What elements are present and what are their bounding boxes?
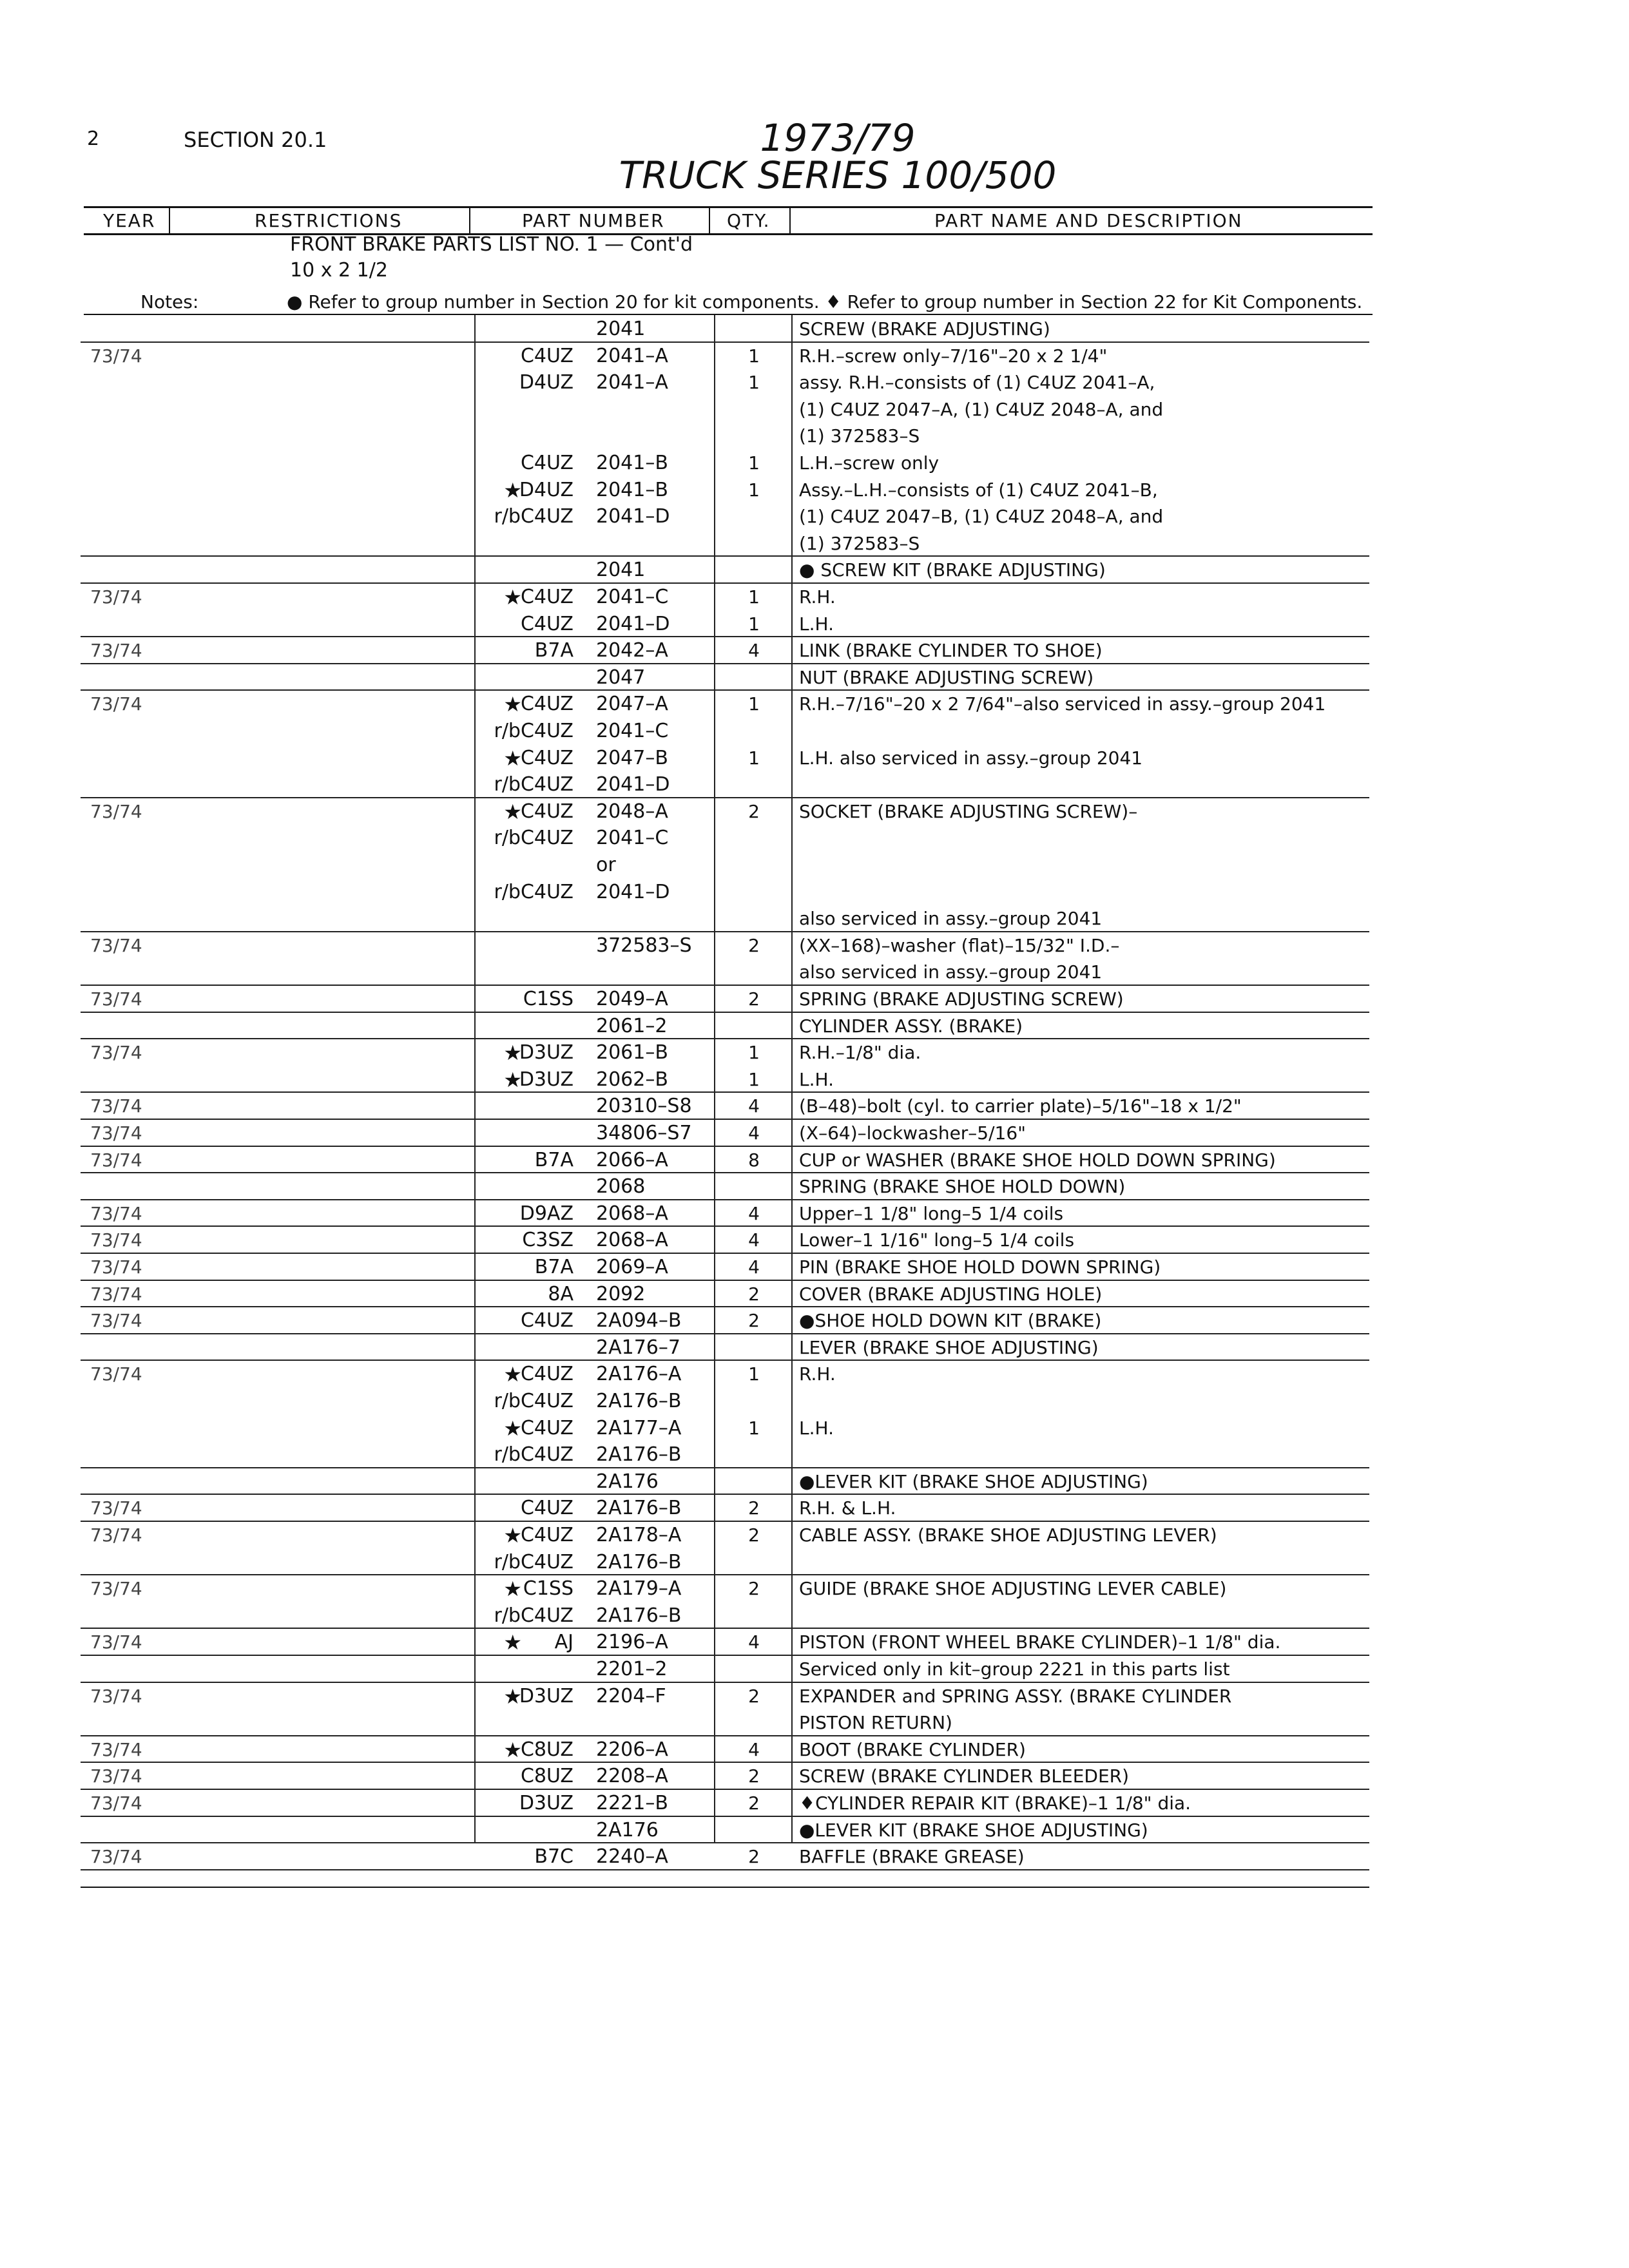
description-cell: L.H. bbox=[799, 1068, 834, 1090]
description-cell: L.H. also serviced in assy.–group 2041 bbox=[799, 747, 1143, 769]
part-base-cell: 2A176–B bbox=[596, 1604, 682, 1627]
description-cell: SPRING (BRAKE SHOE HOLD DOWN) bbox=[799, 1176, 1126, 1198]
qty-cell: 8 bbox=[748, 1149, 760, 1171]
part-prefix-cell: C1SS bbox=[523, 1577, 574, 1600]
qty-cell: 4 bbox=[748, 1738, 760, 1760]
description-cell: Assy.–L.H.–consists of (1) C4UZ 2041–B, bbox=[799, 479, 1158, 501]
qty-cell: 1 bbox=[748, 479, 760, 501]
part-base-cell: 2066–A bbox=[596, 1148, 668, 1171]
description-cell: ●LEVER KIT (BRAKE SHOE ADJUSTING) bbox=[799, 1470, 1148, 1492]
column-rule-part bbox=[474, 315, 476, 1842]
part-base-cell: 2221–B bbox=[596, 1792, 668, 1814]
table-row bbox=[0, 718, 1629, 745]
part-prefix-cell: 8A bbox=[548, 1282, 574, 1305]
description-cell: (B–48)–bolt (cyl. to carrier plate)–5/16"–18 x 1/2" bbox=[799, 1095, 1242, 1117]
year-cell: 73/74 bbox=[90, 1524, 142, 1546]
part-prefix-cell: r/bC4UZ bbox=[494, 880, 574, 903]
table-row bbox=[0, 316, 1629, 343]
description-cell: R.H.–screw only–7/16"–20 x 2 1/4" bbox=[799, 345, 1108, 367]
description-cell: assy. R.H.–consists of (1) C4UZ 2041–A, bbox=[799, 372, 1155, 394]
header-divider bbox=[709, 207, 710, 233]
part-base-cell: 2041–B bbox=[596, 452, 668, 474]
star-marker: ★ bbox=[503, 1416, 522, 1441]
description-cell: SOCKET (BRAKE ADJUSTING SCREW)– bbox=[799, 800, 1138, 822]
table-row bbox=[0, 450, 1629, 477]
description-cell: R.H. & L.H. bbox=[799, 1497, 896, 1519]
qty-cell: 2 bbox=[748, 1765, 760, 1787]
table-row bbox=[0, 369, 1629, 396]
part-base-cell: 2041–C bbox=[596, 827, 669, 850]
part-base-cell: 2A176–B bbox=[596, 1497, 682, 1520]
year-cell: 73/74 bbox=[90, 1497, 142, 1519]
table-row bbox=[0, 1763, 1629, 1790]
part-base-cell: 2041–C bbox=[596, 586, 669, 608]
star-marker: ★ bbox=[503, 745, 522, 771]
star-marker: ★ bbox=[503, 1067, 522, 1092]
part-base-cell: 2206–A bbox=[596, 1738, 668, 1761]
year-cell: 73/74 bbox=[90, 800, 142, 822]
part-prefix-cell: C8UZ bbox=[520, 1765, 574, 1788]
part-prefix-cell: B7A bbox=[534, 639, 574, 662]
star-marker: ★ bbox=[503, 1577, 522, 1602]
part-base-cell: 2A176 bbox=[596, 1818, 659, 1841]
section-label: SECTION 20.1 bbox=[184, 128, 327, 152]
table-row bbox=[0, 1843, 1629, 1870]
star-marker: ★ bbox=[503, 1737, 522, 1762]
description-cell: R.H.–1/8" dia. bbox=[799, 1042, 921, 1064]
title-series: TRUCK SERIES 100/500 bbox=[619, 153, 1057, 197]
qty-cell: 1 bbox=[748, 693, 760, 715]
year-cell: 73/74 bbox=[90, 693, 142, 715]
year-cell: 73/74 bbox=[90, 345, 142, 367]
table-row bbox=[0, 1039, 1629, 1066]
star-marker: ★ bbox=[503, 1362, 522, 1387]
row-rule bbox=[81, 1869, 1369, 1870]
table-row bbox=[0, 503, 1629, 530]
table-row bbox=[0, 1281, 1629, 1308]
header-qty: QTY. bbox=[727, 210, 771, 231]
description-cell: L.H. bbox=[799, 613, 834, 635]
table-row bbox=[0, 1709, 1629, 1736]
part-prefix-cell: C4UZ bbox=[520, 693, 574, 716]
part-prefix-cell: B7A bbox=[534, 1148, 574, 1171]
table-row bbox=[0, 1736, 1629, 1763]
part-prefix-cell: C4UZ bbox=[520, 1497, 574, 1520]
description-cell: LINK (BRAKE CYLINDER TO SHOE) bbox=[799, 640, 1103, 662]
header-divider bbox=[469, 207, 470, 233]
year-cell: 73/74 bbox=[90, 1283, 142, 1305]
qty-cell: 1 bbox=[748, 586, 760, 608]
year-cell: 73/74 bbox=[90, 1792, 142, 1814]
table-row bbox=[0, 611, 1629, 638]
qty-cell: 2 bbox=[748, 1792, 760, 1814]
year-cell: 73/74 bbox=[90, 1256, 142, 1278]
part-base-cell: 2A176 bbox=[596, 1470, 659, 1493]
table-row bbox=[0, 1629, 1629, 1656]
table-row bbox=[0, 1683, 1629, 1710]
part-prefix-cell: C3SZ bbox=[522, 1229, 574, 1252]
year-cell: 73/74 bbox=[90, 1042, 142, 1064]
table-row bbox=[0, 1388, 1629, 1415]
description-cell: BAFFLE (BRAKE GREASE) bbox=[799, 1846, 1025, 1868]
description-cell: PIN (BRAKE SHOE HOLD DOWN SPRING) bbox=[799, 1256, 1161, 1278]
table-row bbox=[0, 1334, 1629, 1361]
table-row bbox=[0, 584, 1629, 611]
part-base-cell: 2049–A bbox=[596, 988, 668, 1010]
part-prefix-cell: r/bC4UZ bbox=[494, 1550, 574, 1573]
description-cell: R.H. bbox=[799, 586, 836, 608]
part-prefix-cell: D3UZ bbox=[519, 1792, 574, 1814]
description-cell: (X–64)–lockwasher–5/16" bbox=[799, 1122, 1027, 1144]
table-row bbox=[0, 530, 1629, 557]
qty-cell: 2 bbox=[748, 1524, 760, 1546]
description-cell: (1) C4UZ 2047–B, (1) C4UZ 2048–A, and bbox=[799, 506, 1164, 528]
description-cell: BOOT (BRAKE CYLINDER) bbox=[799, 1738, 1026, 1760]
table-row bbox=[0, 798, 1629, 825]
year-cell: 73/74 bbox=[90, 640, 142, 662]
part-base-cell: 2A094–B bbox=[596, 1309, 682, 1332]
header-divider bbox=[789, 207, 791, 233]
year-cell: 73/74 bbox=[90, 1738, 142, 1760]
part-prefix-cell: r/bC4UZ bbox=[494, 505, 574, 528]
description-cell: GUIDE (BRAKE SHOE ADJUSTING LEVER CABLE) bbox=[799, 1578, 1227, 1600]
column-rule-qty bbox=[714, 315, 715, 1842]
table-row bbox=[0, 1013, 1629, 1040]
part-base-cell: 2041–A bbox=[596, 344, 668, 367]
year-cell: 73/74 bbox=[90, 1202, 142, 1224]
part-base-cell: 2A178–A bbox=[596, 1524, 682, 1546]
part-base-cell: 2A177–A bbox=[596, 1416, 682, 1439]
part-base-cell: 2068–A bbox=[596, 1229, 668, 1252]
description-cell: SCREW (BRAKE CYLINDER BLEEDER) bbox=[799, 1765, 1130, 1787]
table-row bbox=[0, 959, 1629, 986]
part-base-cell: 2068–A bbox=[596, 1202, 668, 1225]
description-cell: EXPANDER and SPRING ASSY. (BRAKE CYLINDER bbox=[799, 1685, 1232, 1707]
part-base-cell: 2204–F bbox=[596, 1684, 666, 1707]
part-prefix-cell: C4UZ bbox=[520, 1524, 574, 1546]
part-prefix-cell: D3UZ bbox=[519, 1041, 574, 1064]
qty-cell: 2 bbox=[748, 800, 760, 822]
year-cell: 73/74 bbox=[90, 1095, 142, 1117]
qty-cell: 1 bbox=[748, 1068, 760, 1090]
year-cell: 73/74 bbox=[90, 1578, 142, 1600]
part-base-cell: 20310–S8 bbox=[596, 1095, 692, 1118]
qty-cell: 4 bbox=[748, 1229, 760, 1251]
list-subtitle: FRONT BRAKE PARTS LIST NO. 1 — Cont'd bbox=[290, 233, 693, 256]
table-row bbox=[0, 1549, 1629, 1576]
part-prefix-cell: r/bC4UZ bbox=[494, 1604, 574, 1627]
description-cell: Lower–1 1/16" long–5 1/4 coils bbox=[799, 1229, 1075, 1251]
star-marker: ★ bbox=[503, 585, 522, 610]
page-number: 2 bbox=[87, 128, 100, 150]
table-row bbox=[0, 691, 1629, 718]
table-row bbox=[0, 557, 1629, 584]
header-bottom-rule bbox=[84, 233, 1373, 235]
qty-cell: 1 bbox=[748, 613, 760, 635]
table-row bbox=[0, 1441, 1629, 1468]
part-base-cell: 2A176–B bbox=[596, 1390, 682, 1412]
table-row bbox=[0, 1200, 1629, 1227]
part-base-cell: 2047–A bbox=[596, 693, 668, 716]
star-marker: ★ bbox=[503, 1630, 522, 1655]
header-year: YEAR bbox=[103, 210, 156, 231]
part-prefix-cell: C4UZ bbox=[520, 746, 574, 769]
qty-cell: 1 bbox=[748, 452, 760, 474]
description-cell: CUP or WASHER (BRAKE SHOE HOLD DOWN SPRING) bbox=[799, 1149, 1276, 1171]
table-row bbox=[0, 905, 1629, 932]
description-cell: L.H.–screw only bbox=[799, 452, 940, 474]
part-base-cell: 2047–B bbox=[596, 746, 668, 769]
part-base-cell: 2240–A bbox=[596, 1845, 668, 1869]
header-part-number: PART NUMBER bbox=[522, 210, 665, 231]
description-cell: LEVER (BRAKE SHOE ADJUSTING) bbox=[799, 1336, 1099, 1358]
year-cell: 73/74 bbox=[90, 1229, 142, 1251]
qty-cell: 2 bbox=[748, 1310, 760, 1332]
year-cell: 73/74 bbox=[90, 988, 142, 1010]
description-cell: Upper–1 1/8" long–5 1/4 coils bbox=[799, 1202, 1064, 1224]
table-row bbox=[0, 879, 1629, 906]
table-row bbox=[0, 1173, 1629, 1200]
part-base-cell: 2A176–B bbox=[596, 1550, 682, 1573]
title-years: 1973/79 bbox=[760, 116, 916, 160]
part-prefix-cell: r/bC4UZ bbox=[494, 720, 574, 742]
qty-cell: 1 bbox=[748, 372, 760, 394]
part-prefix-cell: C4UZ bbox=[520, 1416, 574, 1439]
description-cell: PISTON RETURN) bbox=[799, 1712, 952, 1734]
table-row bbox=[0, 932, 1629, 959]
year-cell: 73/74 bbox=[90, 1122, 142, 1144]
part-prefix-cell: r/bC4UZ bbox=[494, 827, 574, 850]
star-marker: ★ bbox=[503, 477, 522, 503]
part-base-cell: 2041–D bbox=[596, 773, 670, 796]
qty-cell: 4 bbox=[748, 1256, 760, 1278]
part-base-cell: 2201–2 bbox=[596, 1658, 668, 1680]
list-size: 10 x 2 1/2 bbox=[290, 259, 388, 282]
description-cell: (1) 372583–S bbox=[799, 425, 920, 447]
description-cell: ● SCREW KIT (BRAKE ADJUSTING) bbox=[799, 559, 1106, 581]
part-prefix-cell: B7A bbox=[534, 1256, 574, 1278]
year-cell: 73/74 bbox=[90, 1310, 142, 1332]
qty-cell: 4 bbox=[748, 1095, 760, 1117]
part-base-cell: 2A176–7 bbox=[596, 1336, 680, 1359]
part-prefix-cell: C4UZ bbox=[520, 586, 574, 608]
part-base-cell: 2042–A bbox=[596, 639, 668, 662]
description-cell: (1) 372583–S bbox=[799, 532, 920, 554]
part-base-cell: 2061–2 bbox=[596, 1014, 668, 1037]
description-cell: CYLINDER ASSY. (BRAKE) bbox=[799, 1015, 1023, 1037]
part-base-cell: 34806–S7 bbox=[596, 1122, 692, 1144]
part-prefix-cell: D4UZ bbox=[519, 478, 574, 501]
table-row bbox=[0, 1575, 1629, 1602]
star-marker: ★ bbox=[503, 1041, 522, 1066]
part-base-cell: 2068 bbox=[596, 1175, 646, 1198]
table-row bbox=[0, 745, 1629, 772]
part-base-cell: 2A176–A bbox=[596, 1363, 682, 1386]
table-row bbox=[0, 1307, 1629, 1334]
table-row bbox=[0, 477, 1629, 504]
table-row bbox=[0, 1495, 1629, 1522]
part-prefix-cell: D3UZ bbox=[519, 1684, 574, 1707]
description-cell: R.H. bbox=[799, 1363, 836, 1385]
table-row bbox=[0, 1120, 1629, 1147]
part-prefix-cell: r/bC4UZ bbox=[494, 773, 574, 796]
part-prefix-cell: C4UZ bbox=[520, 452, 574, 474]
table-bottom-rule bbox=[81, 1887, 1369, 1888]
qty-cell: 1 bbox=[748, 345, 760, 367]
part-base-cell: 2041–C bbox=[596, 720, 669, 742]
part-base-cell: 2208–A bbox=[596, 1765, 668, 1788]
qty-cell: 4 bbox=[748, 1202, 760, 1224]
year-cell: 73/74 bbox=[90, 1685, 142, 1707]
part-prefix-cell: C8UZ bbox=[520, 1738, 574, 1761]
table-row bbox=[0, 1254, 1629, 1281]
part-prefix-cell: C4UZ bbox=[520, 344, 574, 367]
part-prefix-cell: B7C bbox=[534, 1845, 574, 1869]
part-prefix-cell: C4UZ bbox=[520, 1363, 574, 1386]
qty-cell: 1 bbox=[748, 1363, 760, 1385]
part-prefix-cell: C4UZ bbox=[520, 1309, 574, 1332]
table-row bbox=[0, 852, 1629, 879]
part-base-cell: 2041–D bbox=[596, 612, 670, 635]
qty-cell: 2 bbox=[748, 1846, 760, 1868]
table-row bbox=[0, 1227, 1629, 1254]
part-prefix-cell: D9AZ bbox=[519, 1202, 574, 1225]
table-row bbox=[0, 1656, 1629, 1683]
description-cell: also serviced in assy.–group 2041 bbox=[799, 961, 1103, 983]
qty-cell: 4 bbox=[748, 1631, 760, 1653]
header-top-rule bbox=[84, 206, 1373, 208]
qty-cell: 1 bbox=[748, 747, 760, 769]
table-row bbox=[0, 771, 1629, 798]
part-prefix-cell: C1SS bbox=[523, 988, 574, 1010]
description-cell: ♦CYLINDER REPAIR KIT (BRAKE)–1 1/8" dia. bbox=[799, 1792, 1191, 1814]
description-cell: L.H. bbox=[799, 1417, 834, 1439]
qty-cell: 2 bbox=[748, 1685, 760, 1707]
table-row bbox=[0, 1468, 1629, 1495]
description-cell: (1) C4UZ 2047–A, (1) C4UZ 2048–A, and bbox=[799, 398, 1164, 420]
qty-cell: 4 bbox=[748, 1122, 760, 1144]
part-prefix-cell: C4UZ bbox=[520, 612, 574, 635]
year-cell: 73/74 bbox=[90, 1149, 142, 1171]
description-cell: CABLE ASSY. (BRAKE SHOE ADJUSTING LEVER) bbox=[799, 1524, 1217, 1546]
description-cell: ●LEVER KIT (BRAKE SHOE ADJUSTING) bbox=[799, 1819, 1148, 1841]
table-row bbox=[0, 423, 1629, 450]
table-row bbox=[0, 1790, 1629, 1817]
description-cell: R.H.–7/16"–20 x 2 7/64"–also serviced in assy.–group 2041 bbox=[799, 693, 1326, 715]
part-base-cell: or bbox=[596, 854, 616, 876]
year-cell: 73/74 bbox=[90, 586, 142, 608]
table-row bbox=[0, 1361, 1629, 1388]
part-base-cell: 2041–D bbox=[596, 880, 670, 903]
description-cell: SPRING (BRAKE ADJUSTING SCREW) bbox=[799, 988, 1124, 1010]
description-cell: SCREW (BRAKE ADJUSTING) bbox=[799, 318, 1050, 340]
qty-cell: 2 bbox=[748, 1283, 760, 1305]
part-base-cell: 2041 bbox=[596, 559, 646, 582]
table-row bbox=[0, 1817, 1629, 1844]
column-rule-desc bbox=[791, 315, 793, 1842]
description-cell: ●SHOE HOLD DOWN KIT (BRAKE) bbox=[799, 1310, 1102, 1332]
qty-cell: 2 bbox=[748, 988, 760, 1010]
table-row bbox=[0, 343, 1629, 370]
star-marker: ★ bbox=[503, 1523, 522, 1548]
part-base-cell: 2041–B bbox=[596, 478, 668, 501]
qty-cell: 2 bbox=[748, 1497, 760, 1519]
part-prefix-cell: r/bC4UZ bbox=[494, 1390, 574, 1412]
qty-cell: 2 bbox=[748, 1578, 760, 1600]
notes-rule bbox=[84, 314, 1373, 315]
description-cell: NUT (BRAKE ADJUSTING SCREW) bbox=[799, 666, 1094, 688]
part-base-cell: 2A176–B bbox=[596, 1443, 682, 1466]
table-row bbox=[0, 1522, 1629, 1549]
table-row bbox=[0, 1147, 1629, 1174]
table-row bbox=[0, 1093, 1629, 1120]
part-base-cell: 2047 bbox=[596, 666, 646, 689]
part-base-cell: 2041 bbox=[596, 318, 646, 340]
part-prefix-cell: D4UZ bbox=[519, 371, 574, 394]
part-base-cell: 2041–A bbox=[596, 371, 668, 394]
year-cell: 73/74 bbox=[90, 1363, 142, 1385]
notes-label: Notes: bbox=[140, 291, 199, 312]
part-base-cell: 2048–A bbox=[596, 800, 668, 823]
part-base-cell: 2A179–A bbox=[596, 1577, 682, 1600]
part-prefix-cell: r/bC4UZ bbox=[494, 1443, 574, 1466]
description-cell: COVER (BRAKE ADJUSTING HOLE) bbox=[799, 1283, 1103, 1305]
year-cell: 73/74 bbox=[90, 1631, 142, 1653]
table-row bbox=[0, 986, 1629, 1013]
header-description: PART NAME AND DESCRIPTION bbox=[934, 210, 1243, 231]
part-base-cell: 2092 bbox=[596, 1282, 646, 1305]
year-cell: 73/74 bbox=[90, 1846, 142, 1868]
qty-cell: 2 bbox=[748, 934, 760, 956]
star-marker: ★ bbox=[503, 1684, 522, 1709]
description-cell: (XX–168)–washer (flat)–15/32" I.D.– bbox=[799, 934, 1120, 956]
description-cell: also serviced in assy.–group 2041 bbox=[799, 908, 1103, 930]
qty-cell: 1 bbox=[748, 1417, 760, 1439]
star-marker: ★ bbox=[503, 799, 522, 824]
table-row bbox=[0, 396, 1629, 423]
table-row bbox=[0, 1415, 1629, 1442]
header-divider bbox=[169, 207, 170, 233]
table-row bbox=[0, 664, 1629, 691]
part-base-cell: 2061–B bbox=[596, 1041, 668, 1064]
part-base-cell: 2069–A bbox=[596, 1256, 668, 1278]
header-restrictions: RESTRICTIONS bbox=[255, 210, 403, 231]
qty-cell: 1 bbox=[748, 1042, 760, 1064]
table-row bbox=[0, 1066, 1629, 1093]
part-base-cell: 2041–D bbox=[596, 505, 670, 528]
notes-text: ● Refer to group number in Section 20 for kit components. ♦ Refer to group number in Section 22 for Kit Components. bbox=[287, 291, 1363, 312]
part-prefix-cell: D3UZ bbox=[519, 1068, 574, 1091]
part-base-cell: 372583–S bbox=[596, 934, 692, 957]
description-cell: Serviced only in kit–group 2221 in this parts list bbox=[799, 1658, 1230, 1680]
table-row bbox=[0, 825, 1629, 852]
part-prefix-cell: AJ bbox=[554, 1631, 574, 1654]
year-cell: 73/74 bbox=[90, 934, 142, 956]
description-cell: PISTON (FRONT WHEEL BRAKE CYLINDER)–1 1/8" dia. bbox=[799, 1631, 1281, 1653]
qty-cell: 4 bbox=[748, 640, 760, 662]
table-row bbox=[0, 637, 1629, 664]
table-row bbox=[0, 1602, 1629, 1629]
year-cell: 73/74 bbox=[90, 1765, 142, 1787]
part-base-cell: 2062–B bbox=[596, 1068, 668, 1091]
star-marker: ★ bbox=[503, 692, 522, 717]
part-base-cell: 2196–A bbox=[596, 1631, 668, 1654]
part-prefix-cell: C4UZ bbox=[520, 800, 574, 823]
